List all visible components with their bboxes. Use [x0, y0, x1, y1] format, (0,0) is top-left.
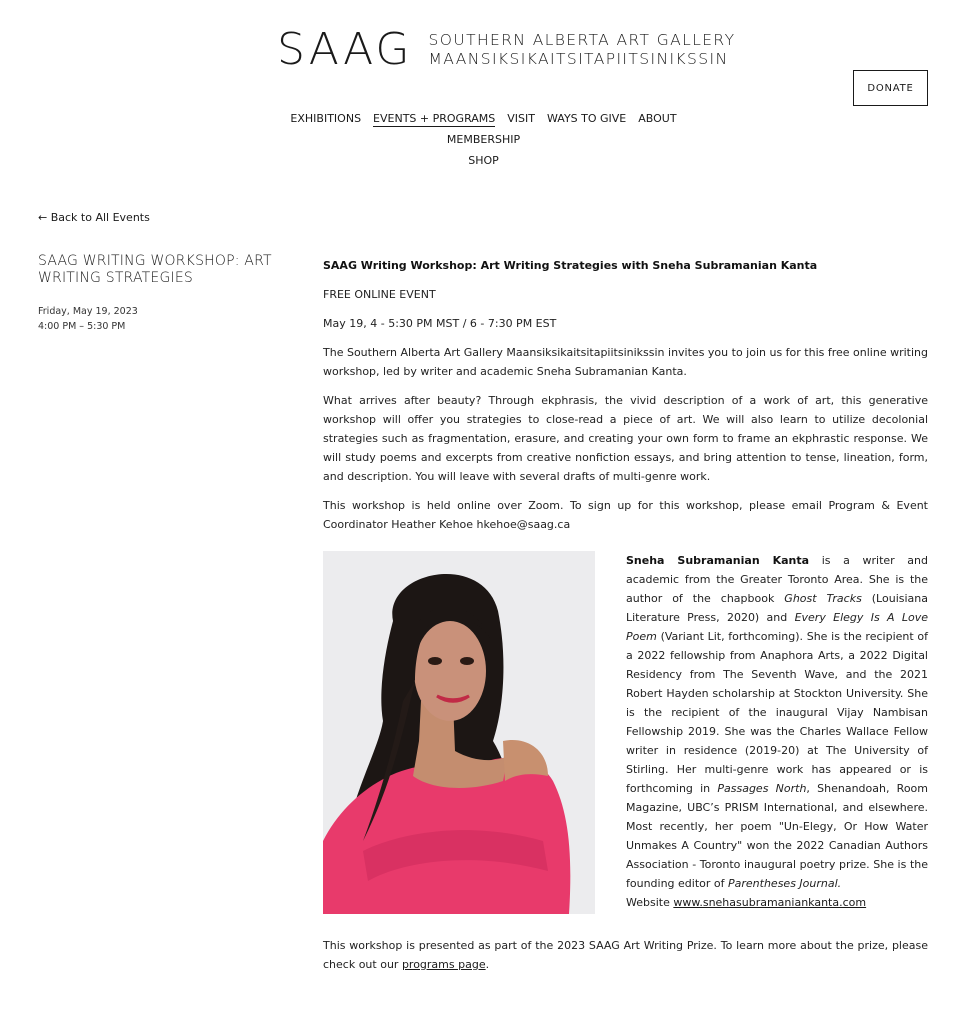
programs-page-link[interactable]: programs page: [401, 958, 486, 971]
prize-note-text: This workshop is presented as part of the 2023 SAAG Art Writing Prize. To learn more about the prize, please check out our: [323, 939, 928, 971]
event-datetime: [38, 304, 288, 334]
nav-visit[interactable]: VISIT: [507, 112, 535, 125]
event-signup: This workshop is held online over Zoom. To sign up for this workshop, please email Program & Event Coordinator Heather Kehoe hkehoe@saag.ca: [323, 499, 928, 531]
back-to-events-link[interactable]: ← Back to All Events: [38, 211, 150, 224]
instructor-photo: [323, 551, 595, 914]
event-intro: The Southern Alberta Art Gallery Maansiksikaitsitapiitsinikssin invites you to join us for this free online writing workshop, led by writer and academic Sneha Subramanian Kanta.: [323, 346, 928, 378]
logo-wordmark: [429, 31, 736, 69]
event-date: Friday, May 19, 2023: [38, 306, 138, 317]
bio-publication-2: Parentheses Journal.: [728, 877, 842, 890]
event-sidebar: [38, 253, 288, 334]
main-nav: [262, 108, 705, 171]
bio-book-2: Every Elegy Is A Love Poem: [626, 611, 928, 643]
nav-membership[interactable]: MEMBERSHIP: [446, 133, 521, 146]
bio-text-4: , Shenandoah, Room Magazine, UBC’s PRISM International, and elsewhere. Most recently, her poem "Un-Elegy, Or How Water Unmakes A Country" won the 2022 Canadian Authors Association - Toronto inaugural poetry prize. She is the founding editor of: [626, 782, 928, 890]
nav-ways-to-give[interactable]: WAYS TO GIVE: [547, 112, 627, 125]
nav-about[interactable]: ABOUT: [638, 112, 677, 125]
bio-publication-1: Passages North: [717, 782, 807, 795]
bio-text-3: (Variant Lit, forthcoming). She is the recipient of a 2022 fellowship from Anaphora Arts, a 2022 Digital Residency from The Seventh Wave, and the 2021 Robert Hayden scholarship at Stockton University. She is the recipient of the inaugural Vijay Nambisan Fellowship 2019. She was the Charles Wallace Fellow writer in residence (2019-20) at The University of Stirling. Her multi-genre work has appeared or is forthcoming in: [626, 630, 928, 795]
event-type: FREE ONLINE EVENT: [323, 288, 436, 301]
website-label: Website: [626, 896, 674, 909]
event-description: What arrives after beauty? Through ekphrasis, the vivid description of a work of art, this generative workshop will offer you strategies to close-read a piece of art. We will also learn to utilize decolonial strategies such as fragmentation, erasure, and creating your own form to frame an ekphrastic response. We will study poems and excerpts from creative nonfiction essays, and bring attention to tense, lineation, form, and description. You will leave with several drafts of multi-genre work.: [323, 394, 928, 483]
event-heading: SAAG Writing Workshop: Art Writing Strategies with Sneha Subramanian Kanta: [323, 259, 818, 272]
instructor-bio-section: [323, 551, 928, 914]
bio-text-2: (Louisiana Literature Press, 2020) and: [626, 592, 928, 624]
instructor-name: Sneha Subramanian Kanta: [626, 554, 810, 567]
nav-exhibitions[interactable]: EXHIBITIONS: [290, 112, 362, 125]
event-schedule: May 19, 4 - 5:30 PM MST / 6 - 7:30 PM EST: [323, 317, 557, 330]
portrait-illustration: [323, 551, 595, 914]
site-logo[interactable]: [277, 24, 736, 75]
instructor-website-link[interactable]: www.snehasubramaniankanta.com: [673, 896, 867, 909]
bio-text-1: is a writer and academic from the Greater Toronto Area. She is the author of the chapbook: [626, 554, 928, 605]
bio-book-1: Ghost Tracks: [784, 592, 862, 605]
nav-shop[interactable]: SHOP: [468, 154, 499, 167]
logo-line-2: MAANSIKSIKAITSITAPIITSINIKSSIN: [428, 50, 729, 68]
logo-mark: SAAG: [277, 24, 413, 75]
instructor-bio: [626, 551, 928, 914]
event-title: SAAG WRITING WORKSHOP: ART WRITING STRATEGIES: [38, 253, 272, 286]
donate-button[interactable]: DONATE: [853, 70, 928, 106]
prize-note: [323, 936, 928, 974]
prize-note-end: .: [485, 958, 490, 971]
logo-line-1: SOUTHERN ALBERTA ART GALLERY: [428, 31, 736, 49]
nav-events-programs[interactable]: EVENTS + PROGRAMS: [373, 112, 496, 125]
event-body: [323, 256, 928, 984]
event-time: 4:00 PM – 5:30 PM: [38, 321, 126, 332]
